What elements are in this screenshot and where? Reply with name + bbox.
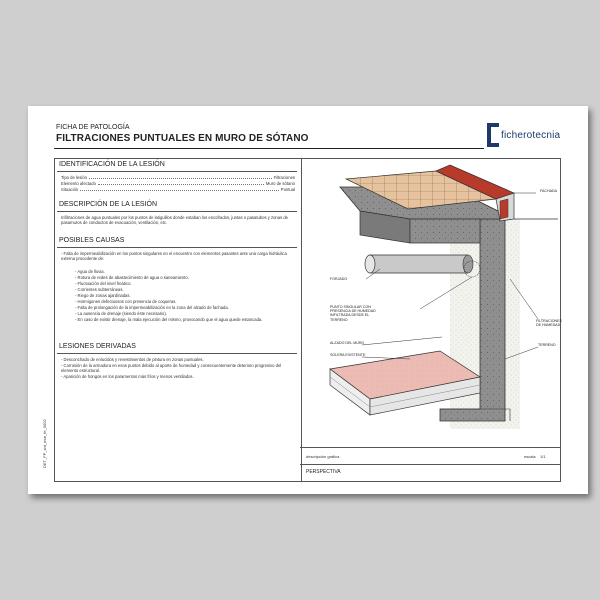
list-item: - Fluctuación del nivel freático. xyxy=(75,281,132,286)
scale-label: escala xyxy=(524,454,536,459)
drawing-panel xyxy=(300,158,561,482)
ficherotecnia-logo xyxy=(483,121,583,149)
list-item: - Agua de lluvia. xyxy=(75,269,105,274)
document-code: DET_FP_sot_mur_fe_0002 xyxy=(42,419,47,468)
section-divider xyxy=(57,211,297,212)
callout-fachada: FACHADA xyxy=(540,189,557,193)
section-divider xyxy=(57,247,297,248)
section-divider xyxy=(57,353,297,354)
callout-solera: SOLERA EXISTENTE xyxy=(330,353,366,357)
causas-list xyxy=(61,269,293,323)
scale-value: 1/1 xyxy=(540,454,546,459)
list-item: - Corrosión de la armadura en esos puntos debido al aporte de humedad y consecuentemente deterioro progresivo del elemento estructural. xyxy=(61,362,282,374)
graphic-description-label: descripción gráfica xyxy=(306,454,340,459)
list-item: - Aparición de hongos en los paramentos más fríos y menos ventilados. xyxy=(61,373,194,379)
footer-divider xyxy=(300,464,560,465)
callout-punto-singular: PUNTO SINGULAR CON PRESENCIA DE HUMEDAD INFILTRADA DESDE EL TERRENO xyxy=(330,305,376,322)
list-item: - Desconchado de enlucidos y revestimientos de pintura en zonas puntuales. xyxy=(61,357,204,362)
section-title-causas: POSIBLES CAUSAS xyxy=(59,237,125,244)
descripcion-text: Infiltraciones de agua puntuales por los puntos de latiguillos donde estaban los encofrados, juntas o pasatubos y zonas de pasamuros de conductos de evacuación, ventilación, etc. xyxy=(61,215,288,226)
list-item: - Rotura de redes de abastecimiento de agua o saneamiento. xyxy=(75,275,189,280)
view-label: PERSPECTIVA xyxy=(306,469,341,475)
callout-filtraciones: FILTRACIONES DE HUMEDAD xyxy=(536,319,562,328)
callout-alzado: ALZADO DEL MURO xyxy=(330,341,365,345)
list-item: - Falta de prolongación de la impermeabilización en la zona del alzado de fachada. xyxy=(75,305,229,310)
causas-intro: - Falta de impermeabilización en los puntos singulares en el encuentro con elementos pasantes ante una carga hidráulica externa procedente de: xyxy=(61,251,287,262)
section-title-identificacion: IDENTIFICACIÓN DE LA LESIÓN xyxy=(59,161,165,168)
list-item: - Riego de zonas ajardinadas. xyxy=(75,293,131,298)
section-divider xyxy=(57,171,297,172)
title-underline xyxy=(54,148,484,149)
derivadas-list xyxy=(61,357,293,379)
document-title: FILTRACIONES PUNTUALES EN MURO DE SÓTANO xyxy=(56,133,309,144)
pathology-text-panel xyxy=(54,158,302,482)
drawing-footer xyxy=(300,447,560,482)
id-row-situacion: Situación Puntual xyxy=(61,187,295,192)
callout-forjado: FORJADO xyxy=(330,277,348,281)
logo-bracket-icon xyxy=(483,121,503,149)
list-item: - En caso de existir drenaje, la mala ejecución del mismo, provocando que el agua quede estancada. xyxy=(75,317,263,322)
list-item: - La ausencia de drenaje (siendo éste necesario). xyxy=(75,311,167,316)
logo-text: ficherotecnia xyxy=(501,130,561,141)
id-row-tipo: Tipo de lesión Filtraciones xyxy=(61,175,295,180)
document-sheet xyxy=(28,106,588,494)
basement-wall-perspective xyxy=(300,159,560,447)
document-subtitle: FICHA DE PATOLOGÍA xyxy=(56,124,130,131)
section-title-derivadas: LESIONES DERIVADAS xyxy=(59,343,136,350)
section-title-descripcion: DESCRIPCIÓN DE LA LESIÓN xyxy=(59,201,158,208)
list-item: - Corrientes subterráneas. xyxy=(75,287,124,292)
callout-terreno: TERRENO xyxy=(538,343,556,347)
id-row-elemento: Elemento afectado Muro de sótano xyxy=(61,181,295,186)
list-item: - Hormigones defectuosos con presencia de coqueras. xyxy=(75,299,177,304)
